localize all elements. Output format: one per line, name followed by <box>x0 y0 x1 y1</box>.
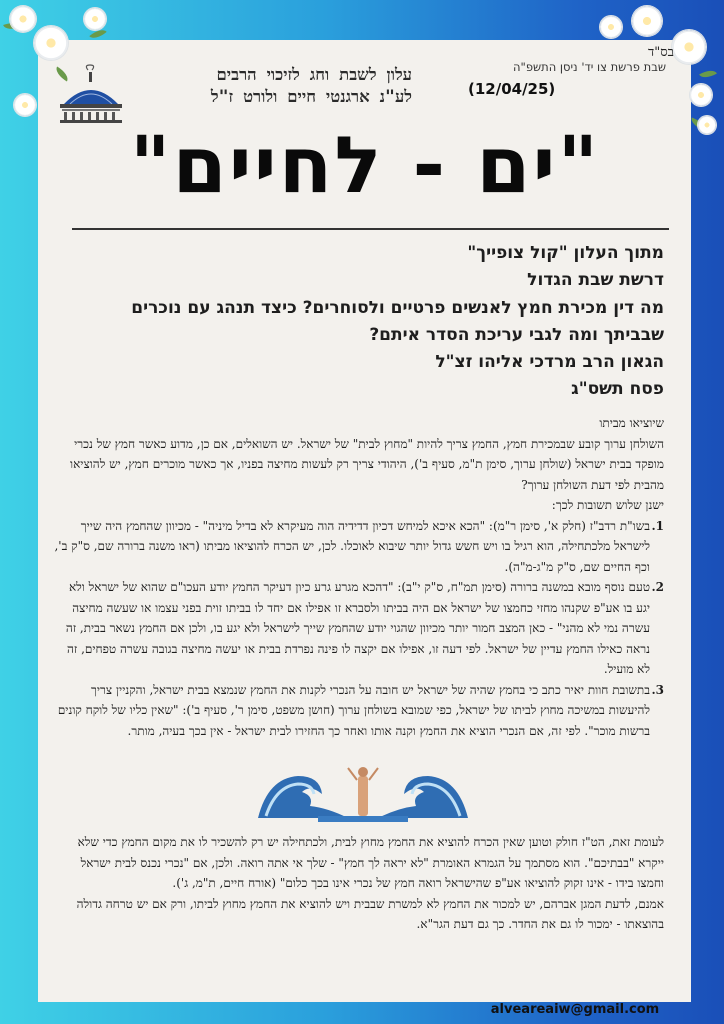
subtitle-block <box>104 240 664 404</box>
item-number: 1. <box>651 518 664 533</box>
article-body <box>54 413 664 741</box>
intro-heading: שיוציאו מביתו <box>599 416 664 430</box>
intro-question: ישנן שלוש תשובות לכך: <box>551 498 664 512</box>
parasha-date-line: שבת פרשת צו יד' ניסן התשפ"ה <box>513 60 666 74</box>
answer-item-1 <box>54 516 664 578</box>
dome-logo-icon <box>56 64 126 124</box>
magen-avraham-paragraph: אמנם, לדעת המגן אברהם, יש למכור את החמץ לא למשרת שבבית ויש להוציא את החמץ מחוץ לביתו, ורק אם יש טרחה גדולה בהוצאתו - ימכור לו גם את החדר. כך גם דעת הגר"א. <box>76 896 664 931</box>
item-text: בתשובת חוות יאיר כתב כי בחמץ שהיה של ישראל יש חובה על הנכרי לקנות את החמץ שנמצא בבית ישראל, והקניין צריך להיעשות במשיכה מחוץ לביתו של ישראל, כפי שמובא בשולחן ערוך (חושן משפט, סימן ר', סעיף ב'): "שאין כליו של לוקח קונים ברשות מוכר". לפי זה, אם הנכרי הוציא את החמץ וקנה אותו ואחר כך החזירו לבית ישראל - אין בכך בעיה, מותר. <box>57 682 650 738</box>
subtitle-line: מתוך העלון "קול צופייך" <box>467 243 664 263</box>
answer-item-2 <box>54 577 664 680</box>
item-number: 2. <box>651 580 664 594</box>
subtitle-line: פסח תשס"ג <box>571 379 664 400</box>
subtitle-line: מה דין מכירת חמץ לאנשים פרטיים ולסוחרים? כיצד תנהג עם נוכרים <box>131 297 664 318</box>
intro-paragraph: השולחן ערוך קובע שבמכירת חמץ, החמץ צריך להיות "מחוץ לבית" של ישראל. יש השואלים, אם כן, מדוע כאשר חמץ של נכרי מופקד בבית ישראל (שולחן ערוך, סימן ת"מ, סעיף ב'), היהודי צריך רק לעשות מחיצה בפניו, אך כאשר מוכרים חמץ, יש להוציאו מהבית לפי דעת השולחן ערוך? <box>70 436 664 492</box>
bulletin-title <box>140 64 412 108</box>
item-number: 3. <box>651 682 664 697</box>
contact-email[interactable]: alveareaiw@gmail.com <box>490 1002 660 1017</box>
answer-item-3 <box>54 680 664 742</box>
subtitle-line: שבביתך ומה לגבי עריכת הסדר איתם? <box>369 324 664 345</box>
article-body-continued <box>54 832 664 935</box>
main-title: "ים - לחיים" <box>129 121 601 211</box>
title-divider <box>72 228 669 230</box>
subtitle-line: דרשת שבת הגדול <box>527 270 664 291</box>
item-text: בשו"ת רדב"ז (חלק א', סימן ר"מ): "הכא איכא למיחש דכיון דדידיה הוה מעיקרא לא בדיל מיניה" - מכיוון שהחמץ היה שייך לישראל מלכתחילה, הוא רגיל בו ויש חשש גדול יותר שיבוא לאוכלו. לכן, יש הכרח להוציאו מביתו (ראו משנה ברורה שם, ס"ק ב', וכף החיים שם, ס"ק מ"ג-מ"ה). <box>54 518 650 574</box>
bulletin-title-line2: לע"נ ארגנטי חיים ולורט ז"ל <box>210 87 412 106</box>
subtitle-line: הגאון הרב מרדכי אליהו זצ"ל <box>435 352 664 373</box>
bs-header: בס"ד <box>648 45 674 60</box>
taz-paragraph: לעומת זאת, הט"ז חולק וטוען שאין הכרח להוציא את החמץ מחוץ לבית, ולכתחילה יש רק להשכיר לו את מקום החמץ כדי שלא ייקרא "בבתיכם". הוא מסתמך על הגמרא האומרת "לא יראה לך חמץ" - שלך אי אתה רואה. ולכן, אם "נכרי נכנס לבית ישראל וחמצו בידו - אינו זקוק להוציאו אע"פ שהישראל רואה חמץ של נכרי אינו בכך כלום" (אורח חיים, ת"מ, ג'). <box>77 835 664 890</box>
sea-waves-illustration <box>258 758 468 824</box>
bulletin-title-line1: עלון לשבת וחג לזיכוי הרבים <box>216 65 412 84</box>
item-text: טעם נוסף מובא במשנה ברורה (סימן תמ"ח, ס"ק י"ב): "דהכא מגרע גרע כיון דעיקר החמץ יודע העכו"ם שהוא של ישראל ולא יגע בו אע"פ שקנהו מחזי כחמצו של ישראל אם היה בביתו ולסברא זו אפילו אם יחד לו בביתו זוית בפני עצמו או שעשה מחיצה עשרה נמי לא מהני" - כאן המצב חמור יותר מכיוון שהגוי יודע שהחמץ שייך לישראל ולא יגע בו, ולכן אם החמץ נשאר בבית, זה נראה כאילו החמץ עדיין של ישראל. לפי דעה זו, אפילו אם יקצה לו פינה נפרדת בבית או יעשה מחיצה בגובה עשרה טפחים, זה לא מועיל. <box>65 580 650 676</box>
gregorian-date: (12/04/25) <box>468 80 556 98</box>
